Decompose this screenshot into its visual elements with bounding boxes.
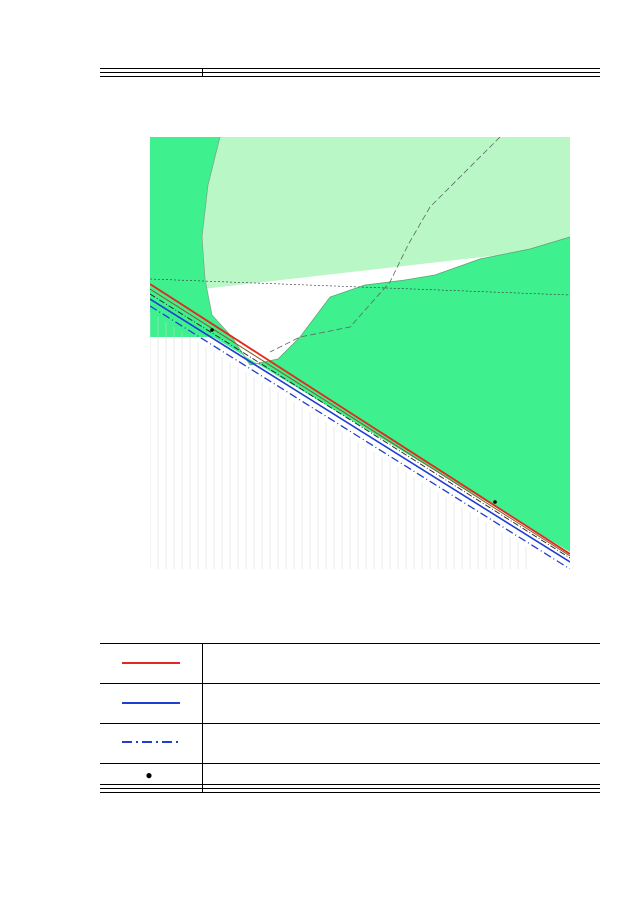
legend-row [100, 789, 600, 793]
legend-table [100, 643, 600, 793]
legend-row [100, 644, 600, 684]
legend-text [203, 789, 601, 793]
top-table [100, 68, 600, 77]
cadastral-map [150, 137, 570, 569]
legend-symbol-point [100, 764, 203, 785]
legend-text [203, 764, 601, 785]
cadastral-quarter-code [100, 789, 203, 793]
cadastral-quarter-code [100, 73, 203, 77]
boundary-point-53 [210, 328, 214, 332]
legend-text [203, 644, 601, 684]
legend-row [100, 684, 600, 724]
table-row [100, 73, 600, 77]
dash-dot-line-icon [122, 740, 180, 744]
boundary-point-52 [493, 500, 497, 504]
legend-row [100, 764, 600, 785]
legend-row [100, 724, 600, 764]
blue-line-icon [122, 702, 180, 704]
cadastral-quarter-description [203, 73, 601, 77]
point-dot-icon: ● [145, 768, 153, 782]
legend-symbol-dash-dot-line [100, 724, 203, 764]
red-line-icon [122, 662, 180, 664]
legend-symbol-blue-line [100, 684, 203, 724]
legend-symbol-red-line [100, 644, 203, 684]
legend-text [203, 684, 601, 724]
legend-text [203, 724, 601, 764]
